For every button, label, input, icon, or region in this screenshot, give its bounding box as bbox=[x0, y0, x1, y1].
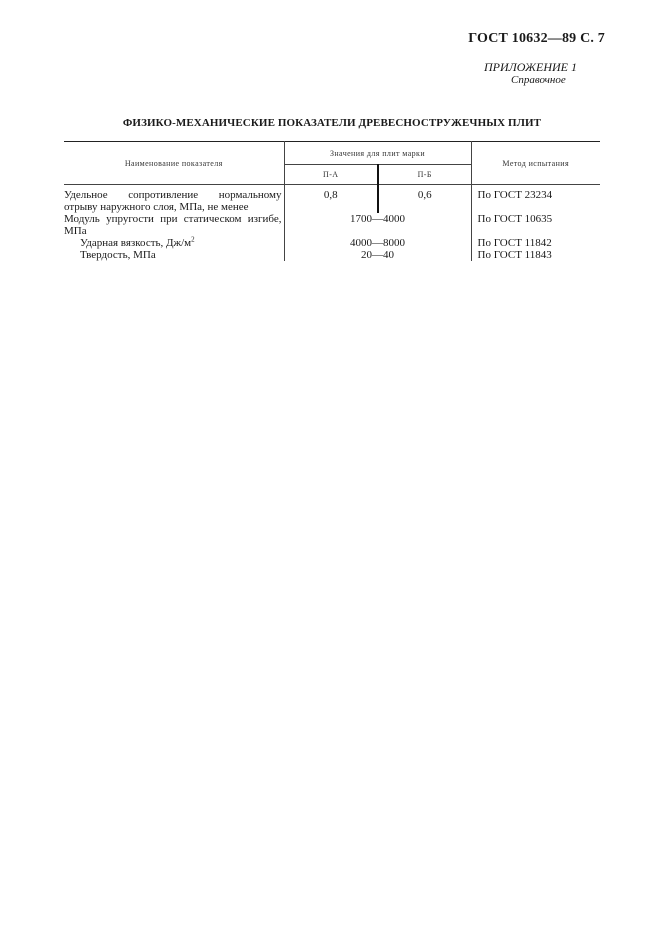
row-method: По ГОСТ 11843 bbox=[477, 249, 552, 261]
row-name: Твердость, МПа bbox=[64, 249, 284, 261]
table-row bbox=[64, 237, 600, 249]
row-name: Ударная вязкость, Дж/м bbox=[80, 237, 192, 249]
unit-superscript: 2 bbox=[191, 235, 195, 244]
row-method: По ГОСТ 23234 bbox=[477, 189, 553, 201]
header-name: Наименование показателя bbox=[64, 142, 284, 185]
standard-code: ГОСТ 10632—89 С. 7 bbox=[468, 31, 605, 46]
header-values-group: Значения для плит марки bbox=[284, 142, 471, 165]
row-value-b: 0,6 bbox=[378, 185, 471, 214]
annex-label bbox=[484, 61, 577, 87]
table-row bbox=[64, 185, 600, 214]
table-row bbox=[64, 249, 600, 261]
row-value: 4000—8000 bbox=[284, 237, 471, 249]
annex-reference: Справочное bbox=[511, 74, 566, 86]
row-value: 1700—4000 bbox=[284, 213, 471, 237]
properties-table bbox=[64, 141, 600, 261]
header-grade-a: П-А bbox=[284, 165, 378, 185]
row-method: По ГОСТ 11842 bbox=[477, 237, 552, 249]
table-row bbox=[64, 213, 600, 237]
row-value-a: 0,8 bbox=[284, 185, 378, 214]
header-grade-b: П-Б bbox=[378, 165, 471, 185]
row-name-cell bbox=[64, 237, 284, 249]
row-name: Удельное сопротивление нормальному отрыву наружного слоя, МПа, не менее bbox=[64, 185, 284, 214]
annex-title: ПРИЛОЖЕНИЕ 1 bbox=[484, 60, 577, 74]
table-title: ФИЗИКО-МЕХАНИЧЕСКИЕ ПОКАЗАТЕЛИ ДРЕВЕСНОСТРУЖЕЧНЫХ ПЛИТ bbox=[122, 117, 542, 129]
row-name: Модуль упругости при статическом изгибе, МПа bbox=[64, 213, 284, 237]
row-method: По ГОСТ 10635 bbox=[477, 213, 553, 225]
row-value: 20—40 bbox=[284, 249, 471, 261]
header-method: Метод испытания bbox=[471, 142, 600, 185]
